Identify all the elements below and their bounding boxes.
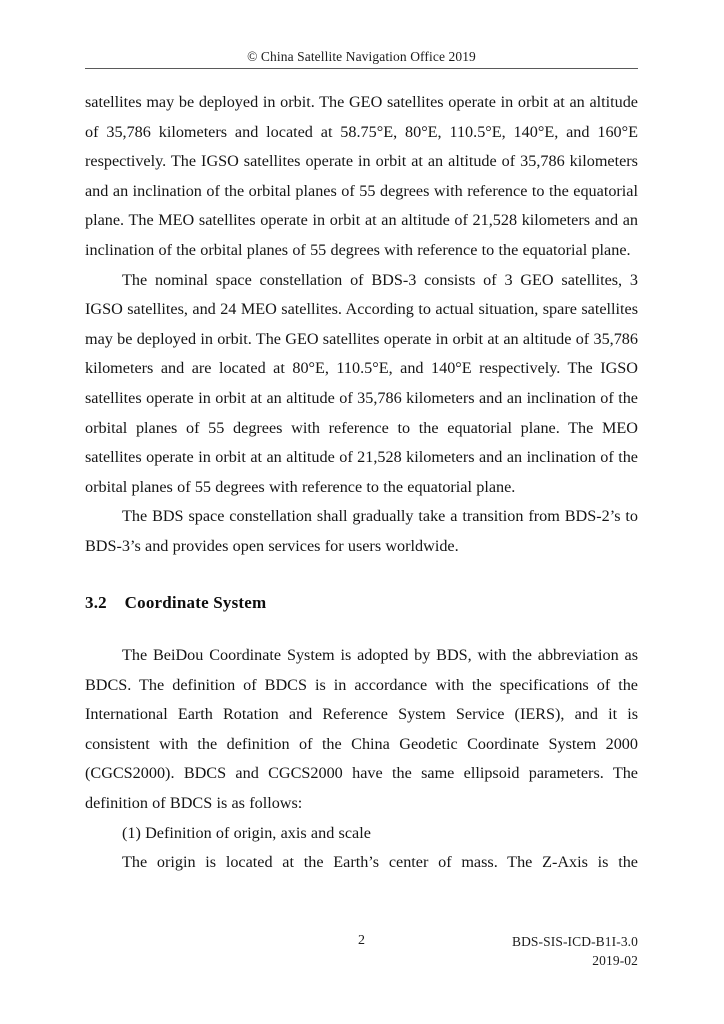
- footer-document-block: [512, 932, 638, 970]
- header-divider-rule: [85, 68, 638, 69]
- heading-space-below: [85, 617, 638, 641]
- body-paragraph: The BeiDou Coordinate System is adopted by BDS, with the abbreviation as BDCS. The definition of BDCS is in accordance with the specifications of the International Earth Rotation and Reference System Service (IERS), and it is consistent with the definition of the China Geodetic Coordinate System 2000 (CGCS2000). BDCS and CGCS2000 have the same ellipsoid parameters. The definition of BDCS is as follows:: [85, 646, 638, 813]
- footer-document-id: BDS-SIS-ICD-B1I-3.0: [511, 934, 638, 949]
- footer-page-number: 2: [358, 933, 365, 948]
- body-paragraph: The origin is located at the Earth’s center of mass. The Z-Axis is the: [122, 853, 638, 872]
- page-body-column: [85, 88, 638, 907]
- list-item-paragraph: (1) Definition of origin, axis and scale: [122, 823, 371, 842]
- page-header: [85, 48, 638, 77]
- page-footer: [85, 932, 638, 992]
- body-paragraph: satellites may be deployed in orbit. The GEO satellites operate in orbit at an altitude of 35,786 kilometers and located at 58.75°E, 80°E, 110.5°E, 140°E, and 160°E respectively. The IGSO satellites operate in orbit at an altitude of 35,786 kilometers and an inclination of the orbital planes of 55 degrees with reference to the equatorial plane. The MEO satellites operate in orbit at an altitude of 21,528 kilometers and an inclination of the orbital planes of 55 degrees with reference to the equatorial plane.: [85, 93, 638, 259]
- header-copyright-text: © China Satellite Navigation Office 2019: [247, 49, 476, 64]
- heading-space-above: [85, 562, 638, 588]
- section-heading-3-2: 3.2 Coordinate System: [85, 592, 267, 612]
- body-paragraph: The BDS space constellation shall gradually take a transition from BDS-2’s to BDS-3’s and provides open services for users worldwide.: [85, 507, 638, 555]
- footer-document-date: 2019-02: [592, 953, 638, 968]
- body-paragraph: The nominal space constellation of BDS-3 consists of 3 GEO satellites, 3 IGSO satellites, and 24 MEO satellites. According to actual situation, spare satellites may be deployed in orbit. The GEO satellites operate in orbit at an altitude of 35,786 kilometers and are located at 80°E, 110.5°E, and 140°E respectively. The IGSO satellites operate in orbit at an altitude of 35,786 kilometers and an inclination of the orbital planes of 55 degrees with reference to the equatorial plane. The MEO satellites operate in orbit at an altitude of 21,528 kilometers and an inclination of the orbital planes of 55 degrees with reference to the equatorial plane.: [85, 270, 638, 496]
